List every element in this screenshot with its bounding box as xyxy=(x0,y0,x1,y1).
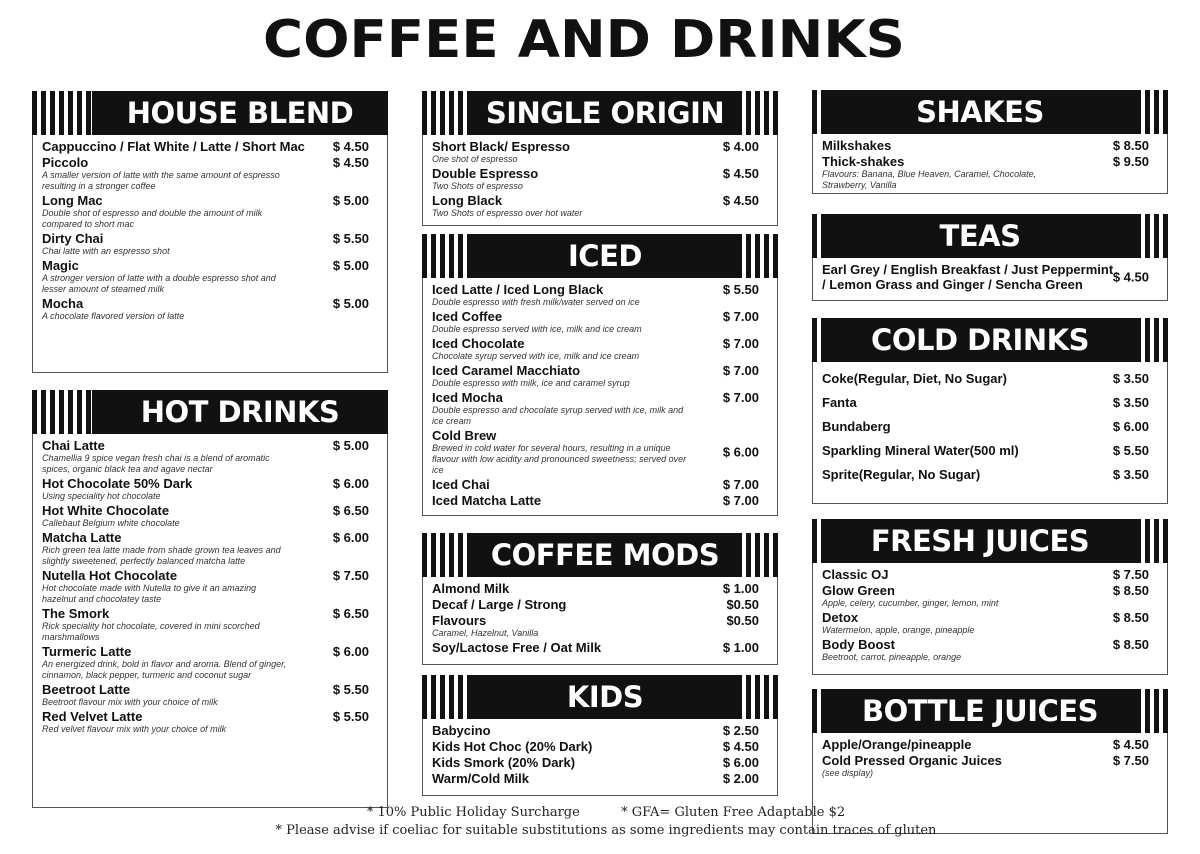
menu-item xyxy=(42,644,379,681)
menu-item xyxy=(822,395,1159,410)
menu-item-price: $ 7.50 xyxy=(1112,567,1149,582)
menu-item-price: $0.50 xyxy=(726,613,759,628)
menu-item xyxy=(42,296,379,322)
menu-item-name: Iced Caramel Macchiato xyxy=(432,363,581,378)
menu-item-name: Thick-shakes xyxy=(822,154,905,169)
menu-item-name: Fanta xyxy=(822,395,857,410)
menu-item-description: Red velvet flavour mix with your choice of milk xyxy=(42,724,227,734)
menu-item-price: $ 9.50 xyxy=(1112,154,1149,169)
menu-item-price: $ 5.50 xyxy=(722,282,759,297)
menu-item xyxy=(432,363,769,389)
menu-item-name: Matcha Latte xyxy=(42,530,122,545)
menu-item-description: Rich green tea latte made from shade grown tea leaves and slightly sweetened, perfectly balanced matcha latte xyxy=(42,545,281,566)
menu-item xyxy=(822,419,1159,434)
menu-item-name: Iced Latte / Iced Long Black xyxy=(432,282,604,297)
menu-item-price: $ 4.50 xyxy=(722,193,759,208)
menu-item-price: $ 4.00 xyxy=(722,139,759,154)
menu-item xyxy=(42,258,379,295)
menu-item xyxy=(42,155,379,192)
menu-item xyxy=(432,493,769,508)
menu-item-name: Iced Coffee xyxy=(432,309,503,324)
menu-item xyxy=(432,282,769,308)
menu-item-price: $ 3.50 xyxy=(1112,395,1149,410)
menu-item xyxy=(42,193,379,230)
menu-item-name: Glow Green xyxy=(822,583,895,598)
section-title: FRESH JUICES xyxy=(822,519,1138,563)
menu-item xyxy=(822,262,1159,292)
menu-item xyxy=(42,682,379,708)
menu-item-name: Long Black xyxy=(432,193,503,208)
menu-item xyxy=(432,755,769,770)
menu-item-name: Beetroot Latte xyxy=(42,682,131,697)
menu-item xyxy=(822,371,1159,386)
menu-item-name: Double Espresso xyxy=(432,166,539,181)
menu-item-name: Turmeric Latte xyxy=(42,644,132,659)
menu-item-description: Double espresso with fresh milk/water served on ice xyxy=(432,297,640,307)
menu-item-name: Long Mac xyxy=(42,193,103,208)
menu-item xyxy=(822,443,1159,458)
menu-item-price: $ 5.00 xyxy=(332,438,369,453)
menu-item-price: $ 7.00 xyxy=(722,309,759,324)
menu-item-description: Watermelon, apple, orange, pineapple xyxy=(822,625,975,635)
menu-item-description: Beetroot flavour mix with your choice of milk xyxy=(42,697,218,707)
menu-item-price: $ 4.50 xyxy=(1112,737,1149,752)
menu-item xyxy=(432,739,769,754)
section-banner xyxy=(422,91,778,135)
menu-item xyxy=(42,709,379,735)
menu-item-name: Iced Chocolate xyxy=(432,336,525,351)
menu-item xyxy=(432,193,769,219)
menu-item-description: Two Shots of espresso over hot water xyxy=(432,208,583,218)
menu-item-name: Apple/Orange/pineapple xyxy=(822,737,972,752)
menu-item-description: Flavours: Banana, Blue Heaven, Caramel, Chocolate, Strawberry, Vanilla xyxy=(822,169,1037,190)
menu-item-description: A stronger version of latte with a double espresso shot and lesser amount of steamed milk xyxy=(42,273,276,294)
section-title: SINGLE ORIGIN xyxy=(472,91,738,135)
menu-item-description: A smaller version of latte with the same amount of espresso resulting in a stronger coffee xyxy=(42,170,280,191)
section-banner xyxy=(812,689,1168,733)
menu-item-description: Chocolate syrup served with ice, milk and ice cream xyxy=(432,351,640,361)
section-title: ICED xyxy=(472,234,738,278)
section-banner xyxy=(812,214,1168,258)
menu-item-name: Piccolo xyxy=(42,155,89,170)
menu-item xyxy=(822,138,1159,153)
menu-item-price: $ 7.50 xyxy=(1112,753,1149,768)
menu-item-description: Hot chocolate made with Nutella to give it an amazing hazelnut and chocolatey taste xyxy=(42,583,257,604)
section-banner xyxy=(812,318,1168,362)
section-items xyxy=(812,563,1168,675)
menu-item xyxy=(432,166,769,192)
section-title: HOUSE BLEND xyxy=(92,91,388,135)
menu-item xyxy=(432,640,769,655)
menu-item-name: Cold Pressed Organic Juices xyxy=(822,753,1002,768)
section-banner xyxy=(812,519,1168,563)
menu-item-price: $ 5.50 xyxy=(1112,443,1149,458)
section-single-origin xyxy=(422,91,778,226)
menu-item xyxy=(432,336,769,362)
menu-item-description: One shot of espresso xyxy=(432,154,518,164)
section-cold-drinks xyxy=(812,318,1168,504)
menu-item-price: $ 4.50 xyxy=(1112,269,1149,285)
menu-item-name: Short Black/ Espresso xyxy=(432,139,570,154)
footer-surcharge-note: * 10% Public Holiday Surcharge * GFA= Gluten Free Adaptable $2 xyxy=(366,805,846,820)
section-kids xyxy=(422,675,778,796)
menu-item-name: Babycino xyxy=(432,723,491,738)
section-items xyxy=(422,719,778,796)
menu-item-description: Chamellia 9 spice vegan fresh chai is a blend of aromatic spices, organic black tea and agave nectar xyxy=(42,453,270,474)
section-items xyxy=(422,278,778,516)
menu-item-price: $ 4.50 xyxy=(722,739,759,754)
menu-item-description: Two Shots of espresso xyxy=(432,181,523,191)
menu-item-price: $ 7.00 xyxy=(722,363,759,378)
menu-item-price: $ 6.00 xyxy=(332,644,369,659)
menu-item-price: $ 1.00 xyxy=(722,640,759,655)
section-banner xyxy=(812,90,1168,134)
menu-item-description: Callebaut Belgium white chocolate xyxy=(42,518,180,528)
section-title: KIDS xyxy=(472,675,738,719)
menu-item-name: The Smork xyxy=(42,606,110,621)
menu-item-price: $ 8.50 xyxy=(1112,138,1149,153)
section-house-blend xyxy=(32,91,388,373)
menu-item xyxy=(42,568,379,605)
menu-item-price: $ 6.00 xyxy=(332,476,369,491)
menu-item-price: $ 6.50 xyxy=(332,606,369,621)
section-title: TEAS xyxy=(822,214,1138,258)
menu-item-name: Body Boost xyxy=(822,637,895,652)
menu-item-price: $ 7.00 xyxy=(722,336,759,351)
section-items xyxy=(812,362,1168,504)
menu-item-price: $ 4.50 xyxy=(722,166,759,181)
menu-item-name: Soy/Lactose Free / Oat Milk xyxy=(432,640,602,655)
menu-item-name: Magic xyxy=(42,258,79,273)
menu-item xyxy=(42,606,379,643)
menu-item-price: $ 6.00 xyxy=(722,444,759,460)
menu-item-price: $ 8.50 xyxy=(1112,583,1149,598)
section-title: BOTTLE JUICES xyxy=(822,689,1138,733)
menu-item-name: Detox xyxy=(822,610,859,625)
section-title: SHAKES xyxy=(822,90,1138,134)
menu-item-name: Bundaberg xyxy=(822,419,891,434)
menu-item-description: Rick speciality hot chocolate, covered in mini scorched marshmallows xyxy=(42,621,260,642)
menu-item xyxy=(822,753,1159,779)
menu-item-price: $ 3.50 xyxy=(1112,371,1149,386)
menu-item-description: Chai latte with an espresso shot xyxy=(42,246,170,256)
menu-item xyxy=(432,597,769,612)
menu-item-name: Classic OJ xyxy=(822,567,889,582)
menu-item xyxy=(822,737,1159,752)
menu-item-name: Cappuccino / Flat White / Latte / Short Mac xyxy=(42,139,305,154)
menu-item-name: Sparkling Mineral Water(500 ml) xyxy=(822,443,1019,458)
menu-item-name: Earl Grey / English Breakfast / Just Peppermint xyxy=(822,262,1114,277)
menu-item-description: A chocolate flavored version of latte xyxy=(42,311,185,321)
menu-item-name-cont: / Lemon Grass and Ginger / Sencha Green xyxy=(822,277,1083,292)
section-banner xyxy=(32,91,388,135)
menu-item-price: $ 8.50 xyxy=(1112,637,1149,652)
section-banner xyxy=(422,533,778,577)
section-title: COLD DRINKS xyxy=(822,318,1138,362)
menu-item-price: $ 4.50 xyxy=(332,155,369,170)
menu-item xyxy=(42,476,379,502)
menu-item xyxy=(432,723,769,738)
section-banner xyxy=(422,234,778,278)
menu-item xyxy=(432,309,769,335)
menu-item-description: (see display) xyxy=(822,768,874,778)
menu-item xyxy=(822,637,1159,663)
menu-item-description: An energized drink, bold in flavor and aroma. Blend of ginger, cinnamon, black pepper, turmeric and coconut sugar xyxy=(42,659,287,680)
section-items xyxy=(422,135,778,226)
menu-item-price: $ 7.00 xyxy=(722,477,759,492)
menu-item-price: $ 5.50 xyxy=(332,709,369,724)
menu-item-price: $ 6.50 xyxy=(332,503,369,518)
menu-item xyxy=(432,613,769,639)
menu-item-name: Red Velvet Latte xyxy=(42,709,143,724)
menu-item-description: Caramel, Hazelnut, Vanilla xyxy=(432,628,539,638)
menu-item-price: $ 6.00 xyxy=(1112,419,1149,434)
menu-item xyxy=(42,139,379,154)
menu-item-name: Milkshakes xyxy=(822,138,892,153)
menu-item xyxy=(822,567,1159,582)
menu-item-price: $ 5.00 xyxy=(332,258,369,273)
menu-item xyxy=(432,581,769,596)
menu-item-description: Double espresso with milk, ice and caramel syrup xyxy=(432,378,630,388)
menu-item-price: $ 2.00 xyxy=(722,771,759,786)
section-items xyxy=(32,434,388,808)
menu-item-name: Chai Latte xyxy=(42,438,105,453)
menu-item-name: Warm/Cold Milk xyxy=(432,771,530,786)
menu-item xyxy=(42,438,379,475)
menu-item-description: Using speciality hot chocolate xyxy=(42,491,161,501)
menu-item-price: $ 7.00 xyxy=(722,390,759,405)
menu-item-price: $ 5.00 xyxy=(332,193,369,208)
menu-item-name: Coke(Regular, Diet, No Sugar) xyxy=(822,371,1007,386)
menu-item-name: Iced Chai xyxy=(432,477,490,492)
menu-item xyxy=(822,467,1159,482)
menu-item-name: Sprite(Regular, No Sugar) xyxy=(822,467,981,482)
menu-item-description: Brewed in cold water for several hours, resulting in a unique flavour with low acidity and pronounced sweetness; served over ice xyxy=(432,443,687,475)
section-items xyxy=(812,134,1168,194)
menu-item-name: Iced Mocha xyxy=(432,390,503,405)
menu-item xyxy=(822,583,1159,609)
menu-item-name: Kids Smork (20% Dark) xyxy=(432,755,576,770)
section-items xyxy=(812,258,1168,301)
menu-item-price: $ 5.00 xyxy=(332,296,369,311)
menu-item-price: $ 1.00 xyxy=(722,581,759,596)
menu-item-price: $0.50 xyxy=(726,597,759,612)
menu-item-price: $ 5.50 xyxy=(332,231,369,246)
menu-item-description: Apple, celery, cucumber, ginger, lemon, mint xyxy=(822,598,999,608)
menu-item-name: Hot White Chocolate xyxy=(42,503,170,518)
menu-item-price: $ 3.50 xyxy=(1112,467,1149,482)
section-title: HOT DRINKS xyxy=(92,390,388,434)
section-fresh-juices xyxy=(812,519,1168,675)
menu-item-description: Double espresso and chocolate syrup served with ice, milk and ice cream xyxy=(432,405,684,426)
section-iced xyxy=(422,234,778,516)
menu-item-name: Hot Chocolate 50% Dark xyxy=(42,476,193,491)
menu-item xyxy=(822,610,1159,636)
section-shakes xyxy=(812,90,1168,194)
menu-item-price: $ 7.00 xyxy=(722,493,759,508)
page-title: COFFEE AND DRINKS xyxy=(263,10,905,70)
menu-item xyxy=(42,530,379,567)
menu-item xyxy=(432,771,769,786)
menu-item xyxy=(42,231,379,257)
menu-item-price: $ 5.50 xyxy=(332,682,369,697)
section-coffee-mods xyxy=(422,533,778,665)
menu-item xyxy=(822,154,1159,191)
section-items xyxy=(32,135,388,373)
menu-item-description: Double shot of espresso and double the amount of milk compared to short mac xyxy=(42,208,263,229)
menu-item-description: Beetroot, carrot, pineapple, orange xyxy=(822,652,962,662)
footer-coeliac-note: * Please advise if coeliac for suitable substitutions as some ingredients may contain traces of gluten xyxy=(275,823,937,838)
section-teas xyxy=(812,214,1168,301)
menu-item-price: $ 4.50 xyxy=(332,139,369,154)
menu-item xyxy=(432,390,769,427)
menu-item xyxy=(432,428,769,476)
menu-item-name: Dirty Chai xyxy=(42,231,104,246)
section-banner xyxy=(32,390,388,434)
menu-item xyxy=(432,139,769,165)
menu-item-name: Decaf / Large / Strong xyxy=(432,597,567,612)
menu-item-name: Flavours xyxy=(432,613,487,628)
section-title: COFFEE MODS xyxy=(472,533,738,577)
menu-item-name: Kids Hot Choc (20% Dark) xyxy=(432,739,593,754)
section-items xyxy=(422,577,778,665)
menu-item-price: $ 7.50 xyxy=(332,568,369,583)
menu-item-price: $ 6.00 xyxy=(722,755,759,770)
menu-item-price: $ 2.50 xyxy=(722,723,759,738)
menu-item xyxy=(432,477,769,492)
section-hot-drinks xyxy=(32,390,388,808)
section-banner xyxy=(422,675,778,719)
menu-item-name: Almond Milk xyxy=(432,581,510,596)
menu-item-name: Iced Matcha Latte xyxy=(432,493,542,508)
menu-item-name: Mocha xyxy=(42,296,84,311)
menu-item-description: Double espresso served with ice, milk and ice cream xyxy=(432,324,642,334)
menu-item-name: Cold Brew xyxy=(432,428,497,443)
menu-item-name: Nutella Hot Chocolate xyxy=(42,568,178,583)
menu-item-price: $ 6.00 xyxy=(332,530,369,545)
menu-item xyxy=(42,503,379,529)
menu-item-price: $ 8.50 xyxy=(1112,610,1149,625)
